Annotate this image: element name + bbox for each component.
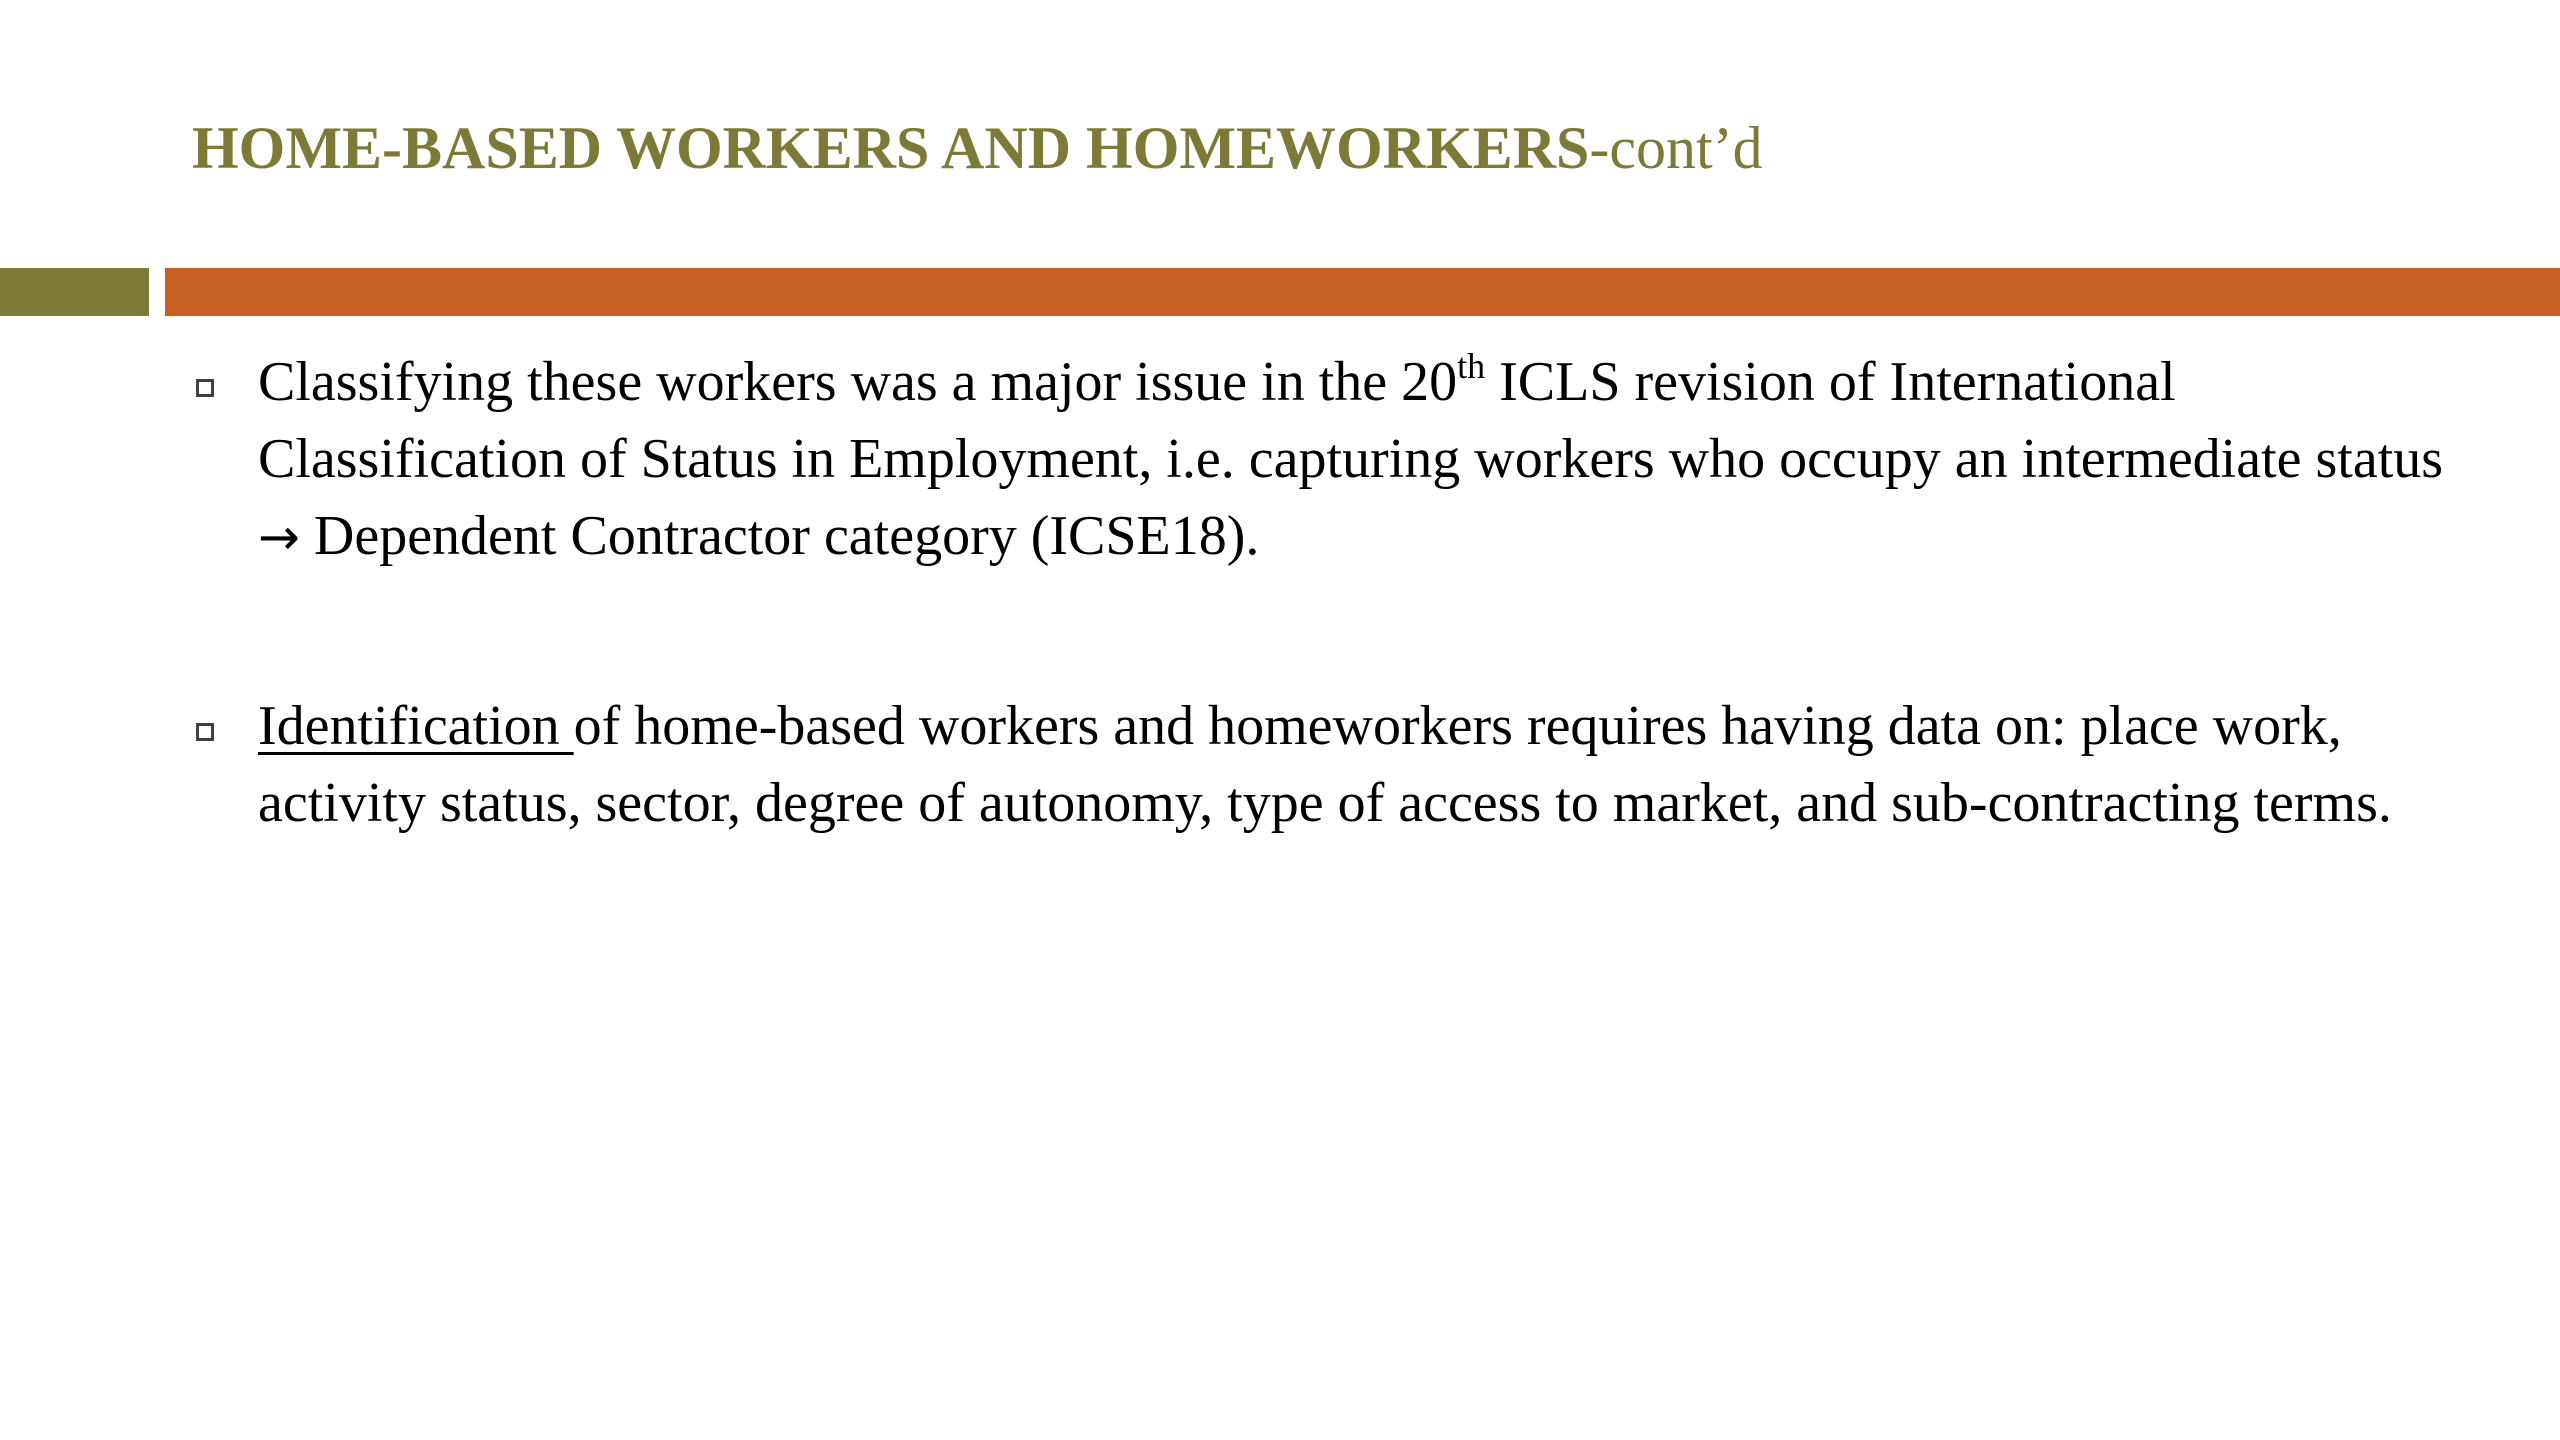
slide-title	[192, 108, 1763, 188]
right-arrow-icon: →	[258, 508, 300, 566]
bullet-list	[192, 344, 2472, 842]
slide-title-suffix: -cont’d	[1589, 115, 1763, 181]
bullet-1-superscript: th	[1457, 346, 1486, 386]
square-bullet-icon	[196, 379, 214, 397]
bullet-item-identification	[192, 688, 2472, 842]
bullet-item-classification	[192, 344, 2472, 576]
square-bullet-icon	[196, 723, 214, 741]
accent-bar-orange	[165, 268, 2560, 316]
accent-bar-olive	[0, 268, 149, 316]
bullet-2-text: of home-based workers and homeworkers requires having data on: place work, activity status, sector, degree of autonomy, type of access to market, and sub-contracting terms.	[258, 695, 2392, 834]
bullet-1-text-end: Dependent Contractor category (ICSE18).	[299, 505, 1260, 567]
bullet-1-text-middle: ICLS revision of International Classification of Status in Employment, i.e. capturing workers who occupy an intermediate status	[258, 351, 2444, 490]
bullet-1-text-start: Classifying these workers was a major issue in the 20	[258, 351, 1458, 413]
bullet-2-underlined-word: Identification	[258, 695, 574, 757]
slide-title-main: HOME-BASED WORKERS AND HOMEWORKERS	[192, 115, 1590, 181]
